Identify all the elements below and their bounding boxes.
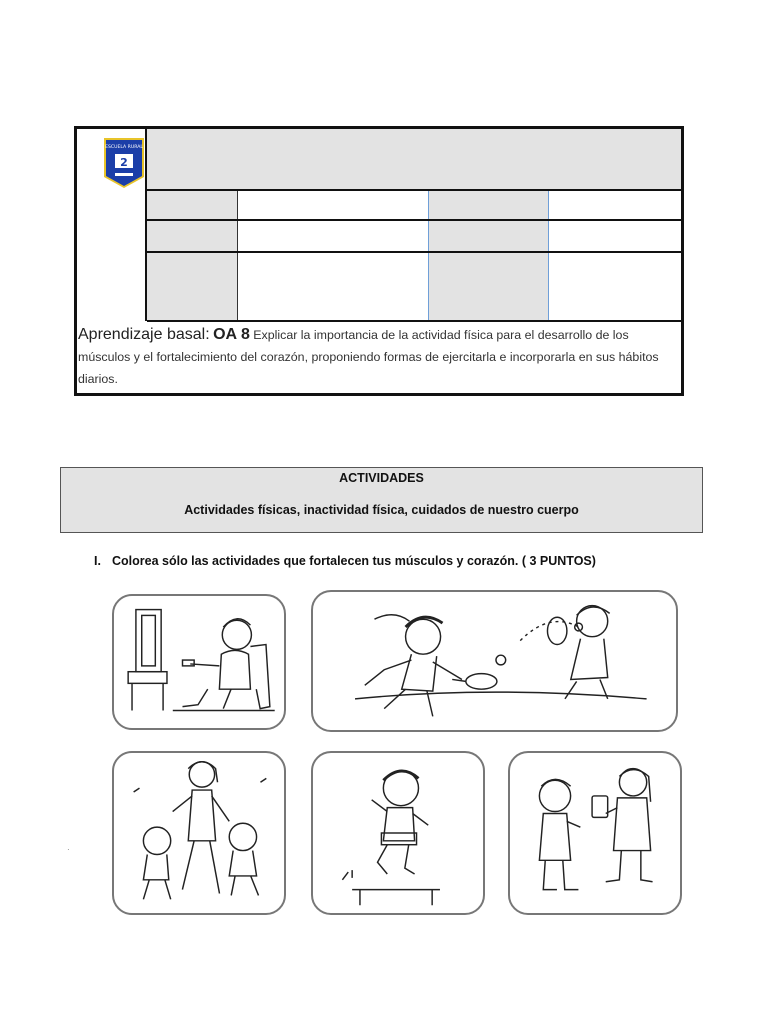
video-game-drawing — [510, 753, 680, 913]
video-game-illustration[interactable] — [508, 751, 682, 915]
header-title-cell — [147, 129, 681, 191]
oa-description: Explicar la importancia de la actividad física para el desarrollo de los músculos y el fortalecimiento del corazón, proponiendo formas de ejercitarla e incorporarla en sus hábitos diarios. — [78, 328, 659, 386]
question-text: Colorea sólo las actividades que fortalecen tus músculos y corazón. ( 3 PUNTOS) — [112, 554, 596, 568]
logo-text: ESCUELA RURAL — [105, 145, 143, 150]
logo-number: 2 — [120, 156, 128, 169]
school-logo-icon — [103, 137, 145, 189]
jumping-drawing — [313, 753, 483, 913]
value-cell — [238, 191, 429, 219]
header-row-3 — [147, 253, 681, 322]
table-tennis-illustration[interactable] — [311, 590, 678, 732]
jumping-illustration[interactable] — [311, 751, 485, 915]
tv-watching-drawing — [114, 596, 284, 728]
label-cell — [429, 191, 549, 219]
activities-title: ACTIVIDADES — [339, 471, 424, 485]
activities-banner — [60, 467, 703, 533]
label-cell — [147, 253, 238, 320]
family-running-illustration[interactable] — [112, 751, 286, 915]
tv-watching-illustration[interactable] — [112, 594, 286, 730]
value-cell — [549, 191, 681, 219]
label-cell — [147, 221, 238, 251]
stray-mark: · — [67, 845, 70, 854]
label-cell — [147, 191, 238, 219]
table-tennis-drawing — [313, 592, 676, 730]
logo-column — [77, 129, 147, 321]
oa-code: OA 8 — [213, 326, 250, 343]
value-cell — [238, 253, 429, 320]
oa-label: Aprendizaje basal: — [78, 326, 210, 343]
learning-objective — [77, 322, 681, 393]
question-1 — [94, 554, 596, 568]
family-running-drawing — [114, 753, 284, 913]
label-cell — [429, 221, 549, 251]
value-cell — [238, 221, 429, 251]
value-cell — [549, 253, 681, 320]
label-cell — [429, 253, 549, 320]
value-cell — [549, 221, 681, 251]
activities-subtitle: Actividades físicas, inactividad física, cuidados de nuestro cuerpo — [184, 503, 579, 517]
question-number: I. — [94, 554, 101, 568]
header-row-1 — [147, 191, 681, 221]
header-row-2 — [147, 221, 681, 253]
header-table — [74, 126, 684, 396]
